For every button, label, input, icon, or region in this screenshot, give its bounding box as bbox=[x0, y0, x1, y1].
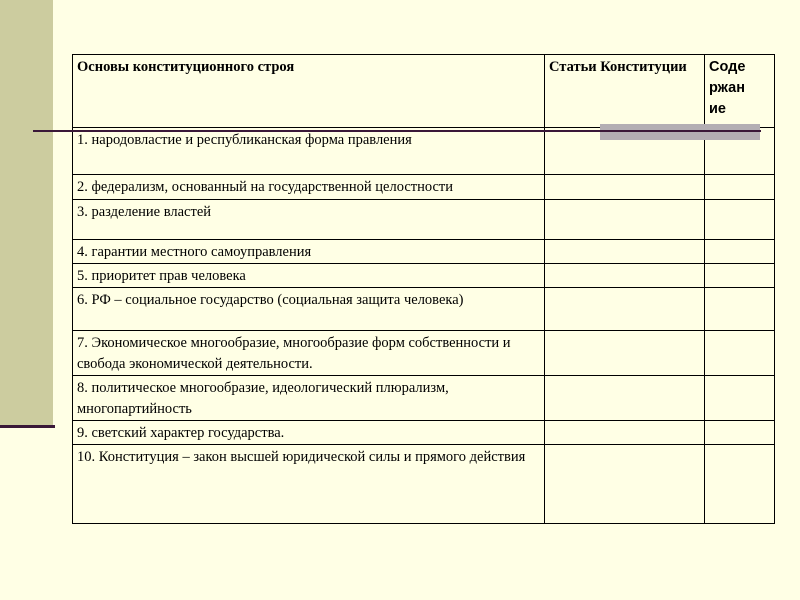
content-cell[interactable] bbox=[705, 331, 775, 376]
content-cell[interactable] bbox=[705, 421, 775, 445]
header-content-line-1: Соде bbox=[709, 59, 746, 75]
principle-cell: 1. народовластие и республиканская форма правления bbox=[73, 128, 545, 175]
articles-cell[interactable] bbox=[545, 264, 705, 288]
decorative-sidebar bbox=[0, 0, 53, 426]
table-row bbox=[73, 200, 775, 240]
articles-cell[interactable] bbox=[545, 200, 705, 240]
principle-cell: 5. приоритет прав человека bbox=[73, 264, 545, 288]
articles-cell[interactable] bbox=[545, 376, 705, 421]
articles-cell[interactable] bbox=[545, 445, 705, 524]
sidebar-underline bbox=[0, 425, 55, 428]
content-cell[interactable] bbox=[705, 200, 775, 240]
table-row bbox=[73, 288, 775, 331]
articles-cell[interactable] bbox=[545, 288, 705, 331]
principle-cell: 4. гарантии местного самоуправления bbox=[73, 240, 545, 264]
principle-cell: 7. Экономическое многообразие, многообразие форм собственности и свобода экономической деятельности. bbox=[73, 331, 545, 376]
table-row bbox=[73, 264, 775, 288]
content-cell[interactable] bbox=[705, 288, 775, 331]
header-content bbox=[705, 55, 775, 128]
title-divider-line bbox=[33, 130, 761, 132]
articles-cell[interactable] bbox=[545, 240, 705, 264]
content-cell[interactable] bbox=[705, 264, 775, 288]
articles-cell[interactable] bbox=[545, 331, 705, 376]
table-row bbox=[73, 445, 775, 524]
articles-cell[interactable] bbox=[545, 175, 705, 200]
table-row bbox=[73, 240, 775, 264]
table-row bbox=[73, 175, 775, 200]
articles-cell[interactable] bbox=[545, 421, 705, 445]
principle-cell: 2. федерализм, основанный на государственной целостности bbox=[73, 175, 545, 200]
table-row bbox=[73, 376, 775, 421]
header-content-line-2: ржан bbox=[709, 80, 745, 96]
content-cell[interactable] bbox=[705, 240, 775, 264]
title-line-shadow bbox=[600, 124, 760, 140]
header-content-line-3: ие bbox=[709, 101, 726, 117]
principle-cell: 9. светский характер государства. bbox=[73, 421, 545, 445]
header-principles: Основы конституционного строя bbox=[73, 55, 545, 128]
table-row bbox=[73, 421, 775, 445]
content-cell[interactable] bbox=[705, 445, 775, 524]
content-cell[interactable] bbox=[705, 376, 775, 421]
principle-cell: 6. РФ – социальное государство (социальная защита человека) bbox=[73, 288, 545, 331]
principle-cell: 8. политическое многообразие, идеологический плюрализм, многопартийность bbox=[73, 376, 545, 421]
header-articles: Статьи Конституции bbox=[545, 55, 705, 128]
header-row bbox=[73, 55, 775, 128]
principle-cell: 3. разделение властей bbox=[73, 200, 545, 240]
table-row bbox=[73, 331, 775, 376]
content-cell[interactable] bbox=[705, 175, 775, 200]
principle-cell: 10. Конституция – закон высшей юридической силы и прямого действия bbox=[73, 445, 545, 524]
